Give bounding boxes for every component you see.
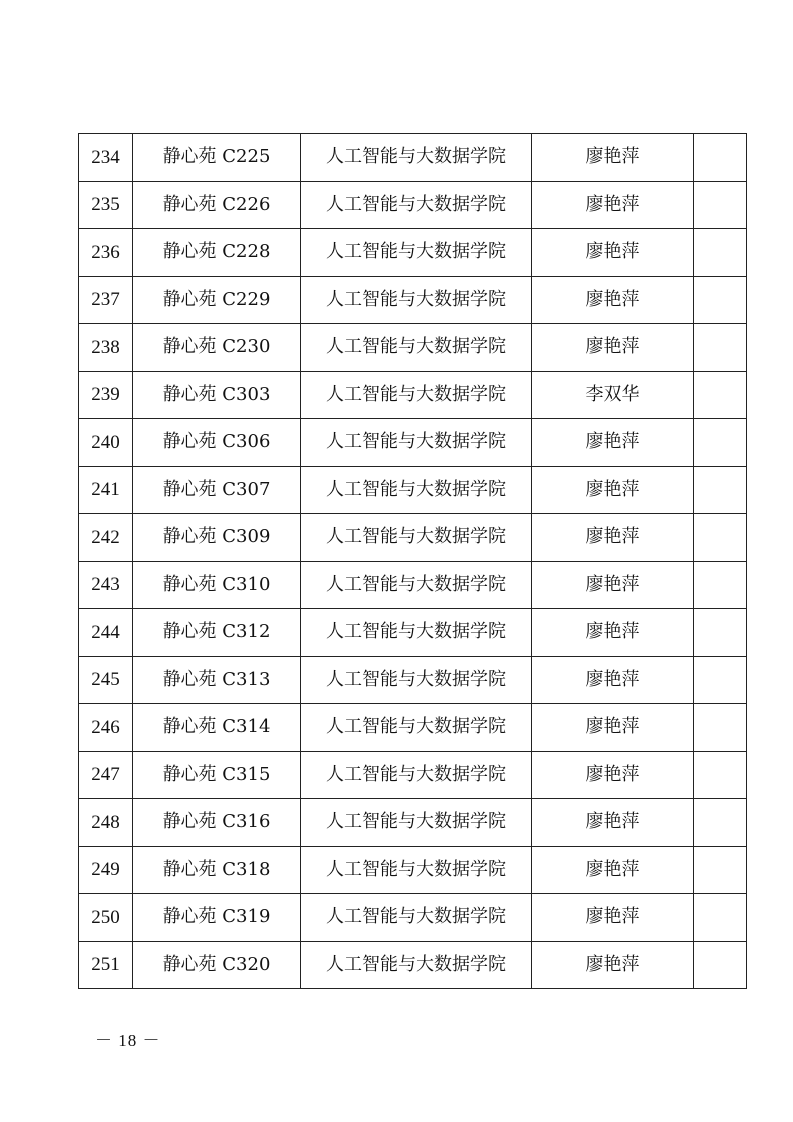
note-cell xyxy=(694,751,747,799)
row-number-cell: 234 xyxy=(79,134,133,182)
room-cell: 静心苑 C226 xyxy=(133,181,301,229)
college-cell: 人工智能与大数据学院 xyxy=(301,704,532,752)
college-cell: 人工智能与大数据学院 xyxy=(301,514,532,562)
row-number-cell: 235 xyxy=(79,181,133,229)
row-number-cell: 245 xyxy=(79,656,133,704)
note-cell xyxy=(694,846,747,894)
college-cell: 人工智能与大数据学院 xyxy=(301,656,532,704)
college-cell: 人工智能与大数据学院 xyxy=(301,371,532,419)
person-cell: 廖艳萍 xyxy=(532,181,694,229)
person-cell: 廖艳萍 xyxy=(532,751,694,799)
room-cell: 静心苑 C225 xyxy=(133,134,301,182)
person-cell: 李双华 xyxy=(532,371,694,419)
row-number-cell: 238 xyxy=(79,324,133,372)
table-row xyxy=(79,229,747,277)
room-cell: 静心苑 C306 xyxy=(133,419,301,467)
table-row xyxy=(79,656,747,704)
person-cell: 廖艳萍 xyxy=(532,229,694,277)
row-number-cell: 248 xyxy=(79,799,133,847)
person-cell: 廖艳萍 xyxy=(532,656,694,704)
note-cell xyxy=(694,466,747,514)
row-number-cell: 244 xyxy=(79,609,133,657)
room-cell: 静心苑 C310 xyxy=(133,561,301,609)
room-cell: 静心苑 C303 xyxy=(133,371,301,419)
table-row xyxy=(79,894,747,942)
table-row xyxy=(79,371,747,419)
row-number-cell: 236 xyxy=(79,229,133,277)
note-cell xyxy=(694,134,747,182)
note-cell xyxy=(694,371,747,419)
row-number-cell: 242 xyxy=(79,514,133,562)
person-cell: 廖艳萍 xyxy=(532,514,694,562)
note-cell xyxy=(694,704,747,752)
note-cell xyxy=(694,229,747,277)
room-cell: 静心苑 C318 xyxy=(133,846,301,894)
table-row xyxy=(79,324,747,372)
row-number-cell: 241 xyxy=(79,466,133,514)
note-cell xyxy=(694,181,747,229)
person-cell: 廖艳萍 xyxy=(532,276,694,324)
room-cell: 静心苑 C320 xyxy=(133,941,301,989)
table-row xyxy=(79,799,747,847)
note-cell xyxy=(694,894,747,942)
note-cell xyxy=(694,609,747,657)
college-cell: 人工智能与大数据学院 xyxy=(301,561,532,609)
room-cell: 静心苑 C307 xyxy=(133,466,301,514)
college-cell: 人工智能与大数据学院 xyxy=(301,751,532,799)
note-cell xyxy=(694,941,747,989)
room-cell: 静心苑 C313 xyxy=(133,656,301,704)
row-number-cell: 247 xyxy=(79,751,133,799)
room-cell: 静心苑 C312 xyxy=(133,609,301,657)
room-cell: 静心苑 C316 xyxy=(133,799,301,847)
table-row xyxy=(79,941,747,989)
room-cell: 静心苑 C309 xyxy=(133,514,301,562)
person-cell: 廖艳萍 xyxy=(532,799,694,847)
row-number-cell: 243 xyxy=(79,561,133,609)
note-cell xyxy=(694,419,747,467)
room-cell: 静心苑 C230 xyxy=(133,324,301,372)
college-cell: 人工智能与大数据学院 xyxy=(301,466,532,514)
person-cell: 廖艳萍 xyxy=(532,324,694,372)
row-number-cell: 249 xyxy=(79,846,133,894)
college-cell: 人工智能与大数据学院 xyxy=(301,229,532,277)
person-cell: 廖艳萍 xyxy=(532,846,694,894)
person-cell: 廖艳萍 xyxy=(532,561,694,609)
note-cell xyxy=(694,656,747,704)
note-cell xyxy=(694,276,747,324)
person-cell: 廖艳萍 xyxy=(532,894,694,942)
college-cell: 人工智能与大数据学院 xyxy=(301,276,532,324)
page-number: － 18 － xyxy=(95,1031,161,1050)
room-cell: 静心苑 C228 xyxy=(133,229,301,277)
college-cell: 人工智能与大数据学院 xyxy=(301,419,532,467)
room-cell: 静心苑 C315 xyxy=(133,751,301,799)
person-cell: 廖艳萍 xyxy=(532,704,694,752)
table-row xyxy=(79,704,747,752)
row-number-cell: 240 xyxy=(79,419,133,467)
room-cell: 静心苑 C319 xyxy=(133,894,301,942)
note-cell xyxy=(694,324,747,372)
college-cell: 人工智能与大数据学院 xyxy=(301,894,532,942)
table-row xyxy=(79,751,747,799)
room-cell: 静心苑 C314 xyxy=(133,704,301,752)
row-number-cell: 251 xyxy=(79,941,133,989)
college-cell: 人工智能与大数据学院 xyxy=(301,941,532,989)
table-row xyxy=(79,466,747,514)
table-row xyxy=(79,276,747,324)
college-cell: 人工智能与大数据学院 xyxy=(301,846,532,894)
table-row xyxy=(79,609,747,657)
person-cell: 廖艳萍 xyxy=(532,941,694,989)
note-cell xyxy=(694,514,747,562)
table-row xyxy=(79,561,747,609)
table-row xyxy=(79,846,747,894)
person-cell: 廖艳萍 xyxy=(532,609,694,657)
college-cell: 人工智能与大数据学院 xyxy=(301,324,532,372)
note-cell xyxy=(694,561,747,609)
college-cell: 人工智能与大数据学院 xyxy=(301,134,532,182)
person-cell: 廖艳萍 xyxy=(532,134,694,182)
college-cell: 人工智能与大数据学院 xyxy=(301,799,532,847)
college-cell: 人工智能与大数据学院 xyxy=(301,181,532,229)
dormitory-table xyxy=(78,133,747,989)
person-cell: 廖艳萍 xyxy=(532,419,694,467)
row-number-cell: 250 xyxy=(79,894,133,942)
note-cell xyxy=(694,799,747,847)
table-row xyxy=(79,514,747,562)
row-number-cell: 237 xyxy=(79,276,133,324)
person-cell: 廖艳萍 xyxy=(532,466,694,514)
table-row xyxy=(79,181,747,229)
row-number-cell: 246 xyxy=(79,704,133,752)
room-cell: 静心苑 C229 xyxy=(133,276,301,324)
table-body xyxy=(79,134,747,989)
college-cell: 人工智能与大数据学院 xyxy=(301,609,532,657)
table-row xyxy=(79,134,747,182)
row-number-cell: 239 xyxy=(79,371,133,419)
table-row xyxy=(79,419,747,467)
